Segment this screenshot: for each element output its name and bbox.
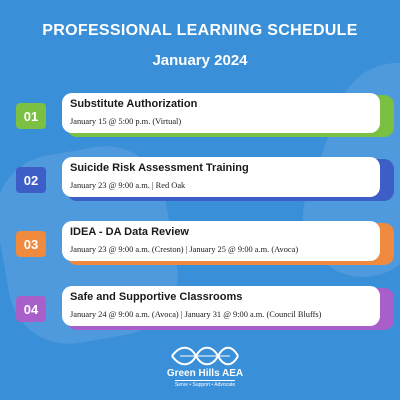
session-title: IDEA - DA Data Review (70, 226, 189, 238)
session-title: Substitute Authorization (70, 98, 198, 110)
session-card (62, 157, 380, 197)
schedule-item (12, 286, 382, 330)
session-number-badge: 03 (16, 231, 46, 257)
schedule-item (12, 157, 382, 201)
logo-tagline: Serve • Support • Advocate (174, 382, 236, 388)
session-details: January 23 @ 9:00 a.m. | Red Oak (70, 181, 186, 190)
session-details: January 15 @ 5:00 p.m. (Virtual) (70, 117, 182, 126)
session-number-badge: 04 (16, 296, 46, 322)
wave-logo-icon (170, 345, 240, 367)
schedule-item (12, 93, 382, 137)
organization-logo (150, 345, 260, 395)
session-card (62, 221, 380, 261)
session-title: Suicide Risk Assessment Training (70, 162, 249, 174)
logo-name: Green Hills AEA (166, 368, 244, 379)
session-title: Safe and Supportive Classrooms (70, 291, 243, 303)
session-card (62, 93, 380, 133)
page-subtitle: January 2024 (152, 52, 248, 69)
session-details: January 24 @ 9:00 a.m. (Avoca) | January 31 @ 9:00 a.m. (Council Bluffs) (70, 310, 322, 319)
session-number-badge: 02 (16, 167, 46, 193)
page-title: PROFESSIONAL LEARNING SCHEDULE (42, 22, 358, 39)
session-details: January 23 @ 9:00 a.m. (Creston) | January 25 @ 9:00 a.m. (Avoca) (70, 245, 299, 254)
schedule-item (12, 221, 382, 265)
session-number-badge: 01 (16, 103, 46, 129)
session-card (62, 286, 380, 326)
